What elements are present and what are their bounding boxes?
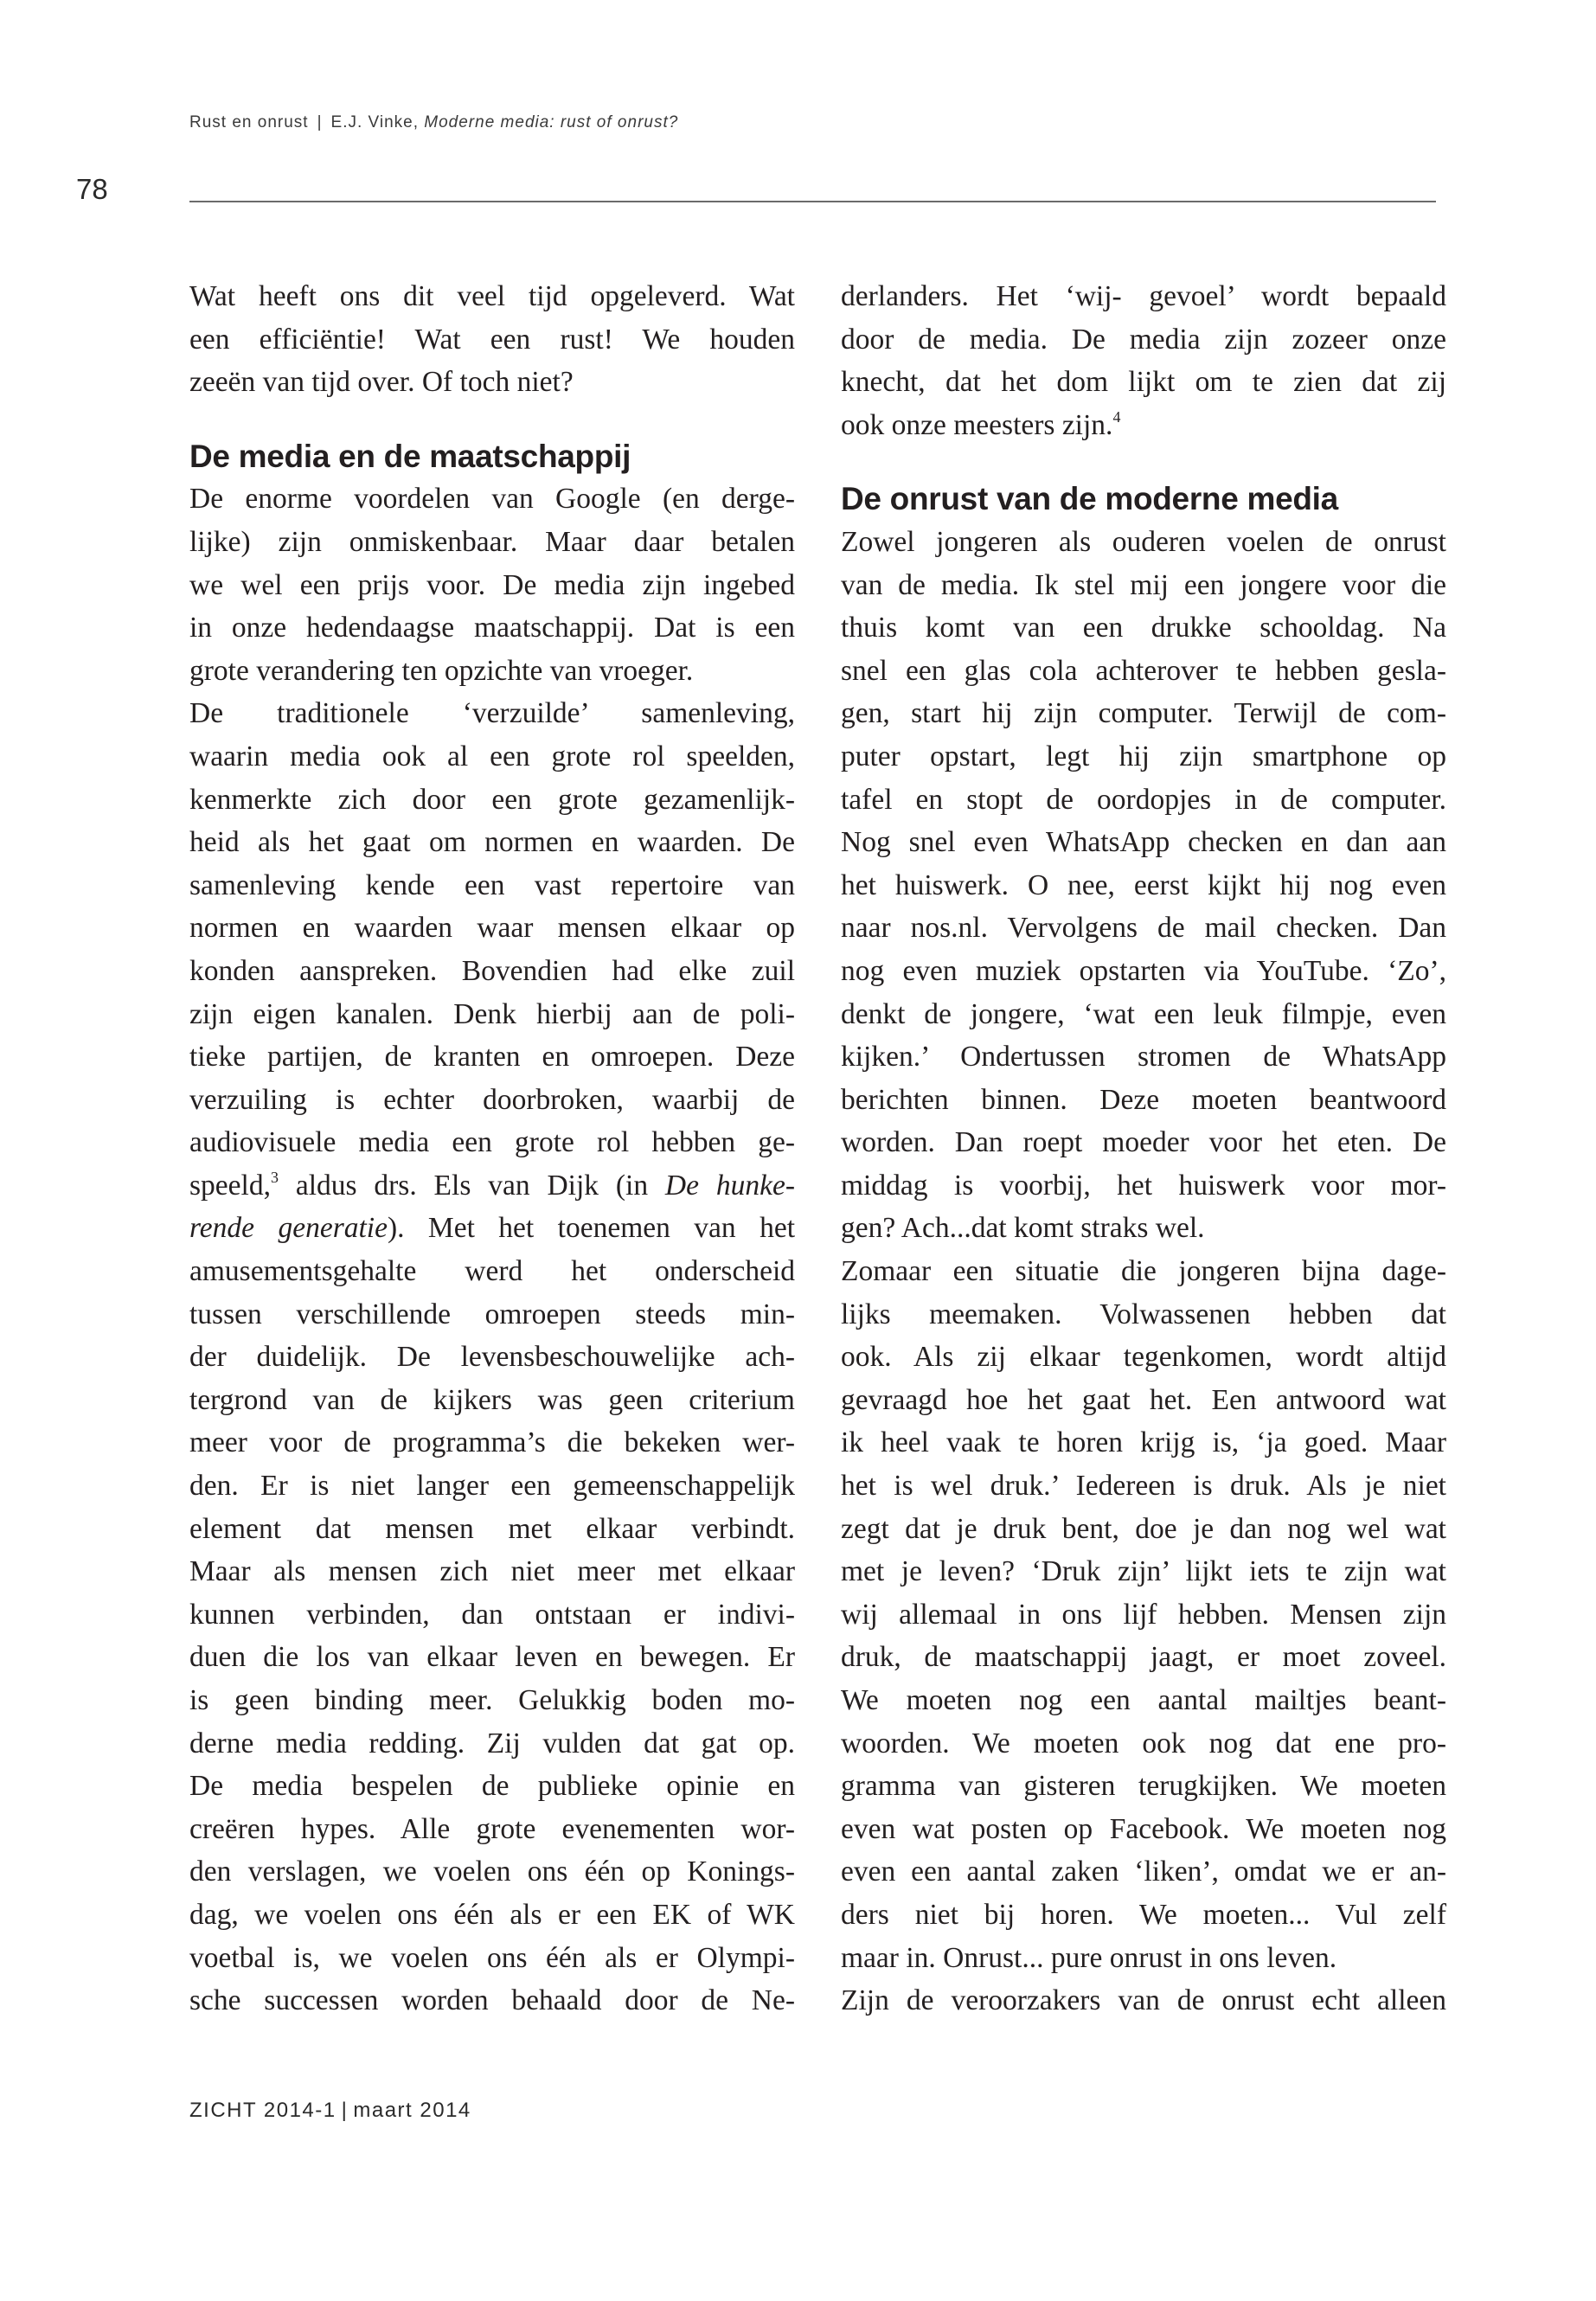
text-fragment: aldus drs. Els van Dijk (in xyxy=(278,1169,665,1202)
text-line: gramma van gisteren terugkijken. We moeten xyxy=(841,1770,1446,1803)
text-line: lijks meemaken. Volwassenen hebben dat xyxy=(841,1298,1446,1330)
section-heading: De media en de maatschappij xyxy=(189,438,631,474)
text-line: worden. Dan roept moeder voor het eten. De xyxy=(841,1126,1446,1159)
text-line: tafel en stopt de oordopjes in de computer. xyxy=(841,783,1446,816)
text-line: meer voor de programma’s die bekeken wer- xyxy=(189,1426,795,1459)
text-line: thuis komt van een drukke schooldag. Na xyxy=(841,612,1446,644)
text-line: We moeten nog een aantal mailtjes beant- xyxy=(841,1684,1446,1716)
section-heading: De onrust van de moderne media xyxy=(841,481,1338,517)
book-title-italic: rende generatie xyxy=(189,1212,388,1245)
text-line: maar in. Onrust... pure onrust in ons leven. xyxy=(841,1941,1337,1974)
page-number: 78 xyxy=(76,173,108,205)
text-line: ik heel vaak te horen krijg is, ‘ja goed. Maar xyxy=(841,1426,1446,1459)
text-line: amusementsgehalte werd het onderscheid xyxy=(189,1255,795,1288)
text-line: waarin media ook al een grote rol speelden, xyxy=(189,740,795,772)
text-line: gen? Ach...dat komt straks wel. xyxy=(841,1212,1205,1245)
section-name: Rust en onrust xyxy=(189,113,309,131)
left-column xyxy=(189,275,795,2022)
text-line: ders niet bij horen. We moeten... Vul zelf xyxy=(841,1898,1446,1931)
citation-line xyxy=(189,1207,795,1250)
header-separator: | xyxy=(317,113,323,131)
text-line: konden aanspreken. Bovendien had elke zuil xyxy=(189,954,795,987)
text-line: druk, de maatschappij jaagt, er moet zoveel. xyxy=(841,1641,1446,1674)
text-line: Maar als mensen zich niet meer met elkaar xyxy=(189,1555,795,1588)
right-column xyxy=(841,275,1446,2022)
text-line: dag, we voelen ons één als er een EK of WK xyxy=(189,1898,795,1931)
body-paragraph xyxy=(841,1250,1446,2022)
text-line: door de media. De media zijn zozeer onze xyxy=(841,323,1446,356)
text-line: element dat mensen met elkaar verbindt. xyxy=(189,1512,795,1545)
text-line: kenmerkte zich door een grote gezamenlijk- xyxy=(189,783,795,816)
text-line: grote verandering ten opzichte van vroeger. xyxy=(189,654,694,687)
body-paragraph xyxy=(841,521,1446,1250)
text-line: normen en waarden waar mensen elkaar op xyxy=(189,912,795,945)
running-header xyxy=(189,113,678,132)
text-line: knecht, dat het dom lijkt om te zien dat zij xyxy=(841,366,1446,399)
text-line: Zomaar een situatie die jongeren bijna dage- xyxy=(841,1255,1446,1288)
text-line: woorden. We moeten ook nog dat ene pro- xyxy=(841,1727,1446,1759)
text-line: zegt dat je druk bent, doe je dan nog wel wat xyxy=(841,1512,1446,1545)
text-line: derne media redding. Zij vulden dat gat op. xyxy=(189,1727,795,1759)
author-name: E.J. Vinke, xyxy=(330,113,419,131)
text-line: ook. Als zij elkaar tegenkomen, wordt altijd xyxy=(841,1341,1446,1374)
text-line: puter opstart, legt hij zijn smartphone op xyxy=(841,740,1446,772)
text-fragment: ). Met het toenemen van het xyxy=(387,1212,796,1245)
text-line: lijke) zijn onmiskenbaar. Maar daar betalen xyxy=(189,525,795,558)
header-rule xyxy=(189,201,1436,202)
text-fragment: ook onze meesters zijn. xyxy=(841,408,1113,441)
text-line: derlanders. Het ‘wij- gevoel’ wordt bepaald xyxy=(841,280,1446,312)
text-line: tergrond van de kijkers was geen criterium xyxy=(189,1383,795,1416)
text-line: zijn eigen kanalen. Denk hierbij aan de poli- xyxy=(189,997,795,1030)
text-line: het huiswerk. O nee, eerst kijkt hij nog even xyxy=(841,868,1446,901)
text-line: der duidelijk. De levensbeschouwelijke ach- xyxy=(189,1341,795,1374)
text-line: De media bespelen de publieke opinie en xyxy=(189,1770,795,1803)
text-line: creëren hypes. Alle grote evenementen wor- xyxy=(189,1812,795,1845)
text-line: tussen verschillende omroepen steeds min- xyxy=(189,1298,795,1330)
text-line: even wat posten op Facebook. We moeten nog xyxy=(841,1812,1446,1845)
text-line: De enorme voordelen van Google (en derge- xyxy=(189,483,795,516)
text-line: wij allemaal in ons lijf hebben. Mensen zijn xyxy=(841,1598,1446,1631)
text-line: met je leven? ‘Druk zijn’ lijkt iets te zijn wat xyxy=(841,1555,1446,1588)
continued-paragraph xyxy=(841,275,1446,446)
text-line: middag is voorbij, het huiswerk voor mor- xyxy=(841,1169,1446,1202)
text-line: den. Er is niet langer een gemeenschappelijk xyxy=(189,1470,795,1503)
text-line: even een aantal zaken ‘liken’, omdat we er an- xyxy=(841,1856,1446,1888)
journal-issue: ZICHT 2014-1 xyxy=(189,2099,337,2122)
footnote-ref-4[interactable]: 4 xyxy=(1112,407,1121,426)
text-line: duen die los van elkaar leven en bewegen. Er xyxy=(189,1641,795,1674)
text-line: Zowel jongeren als ouderen voelen de onrust xyxy=(841,525,1446,558)
text-line: naar nos.nl. Vervolgens de mail checken. Dan xyxy=(841,912,1446,945)
text-line: berichten binnen. Deze moeten beantwoord xyxy=(841,1083,1446,1116)
spacer xyxy=(189,404,795,435)
text-fragment: speeld, xyxy=(189,1169,271,1202)
page-footer xyxy=(189,2099,471,2123)
book-title-italic: De hunke- xyxy=(664,1169,795,1202)
text-line: is geen binding meer. Gelukkig boden mo- xyxy=(189,1684,795,1716)
text-line: het is wel druk.’ Iedereen is druk. Als je niet xyxy=(841,1470,1446,1503)
text-line: een efficiëntie! Wat een rust! We houden xyxy=(189,323,795,356)
text-line: in onze hedendaagse maatschappij. Dat is een xyxy=(189,612,795,644)
citation-line xyxy=(189,1164,795,1208)
text-line: zeeën van tijd over. Of toch niet? xyxy=(189,366,574,399)
text-line: kunnen verbinden, dan ontstaan er indivi- xyxy=(189,1598,795,1631)
text-line: we wel een prijs voor. De media zijn ingebed xyxy=(189,568,795,601)
text-line: nog even muziek opstarten via YouTube. ‘Zo’, xyxy=(841,954,1446,987)
text-line: Zijn de veroorzakers van de onrust echt alleen xyxy=(841,1984,1446,2017)
text-line: voetbal is, we voelen ons één als er Olympi- xyxy=(189,1941,795,1974)
text-line xyxy=(841,404,1446,447)
footnote-ref-3[interactable]: 3 xyxy=(270,1168,279,1186)
text-line: audiovisuele media een grote rol hebben ge- xyxy=(189,1126,795,1159)
text-line: sche successen worden behaald door de Ne- xyxy=(189,1984,795,2017)
issue-date: maart 2014 xyxy=(353,2099,471,2122)
text-line: Wat heeft ons dit veel tijd opgeleverd. Wat xyxy=(189,280,795,312)
text-line: tieke partijen, de kranten en omroepen. Deze xyxy=(189,1041,795,1074)
text-line: den verslagen, we voelen ons één op Konings- xyxy=(189,1856,795,1888)
text-line: snel een glas cola achterover te hebben gesla- xyxy=(841,654,1446,687)
text-line: kijken.’ Ondertussen stromen de WhatsApp xyxy=(841,1041,1446,1074)
text-line: van de media. Ik stel mij een jongere voor die xyxy=(841,568,1446,601)
intro-paragraph xyxy=(189,275,795,404)
text-line: heid als het gaat om normen en waarden. De xyxy=(189,826,795,859)
text-line: Nog snel even WhatsApp checken en dan aan xyxy=(841,826,1446,859)
text-line: samenleving kende een vast repertoire van xyxy=(189,868,795,901)
text-line: verzuiling is echter doorbroken, waarbij de xyxy=(189,1083,795,1116)
article-title: Moderne media: rust of onrust? xyxy=(424,113,679,131)
body-paragraph xyxy=(189,478,795,2022)
spacer xyxy=(841,446,1446,478)
text-line: gevraagd hoe het gaat het. Een antwoord wat xyxy=(841,1383,1446,1416)
text-line: denkt de jongere, ‘wat een leuk filmpje, even xyxy=(841,997,1446,1030)
text-line: De traditionele ‘verzuilde’ samenleving, xyxy=(189,697,795,730)
text-line: gen, start hij zijn computer. Terwijl de com- xyxy=(841,697,1446,730)
footer-separator: | xyxy=(341,2099,349,2122)
